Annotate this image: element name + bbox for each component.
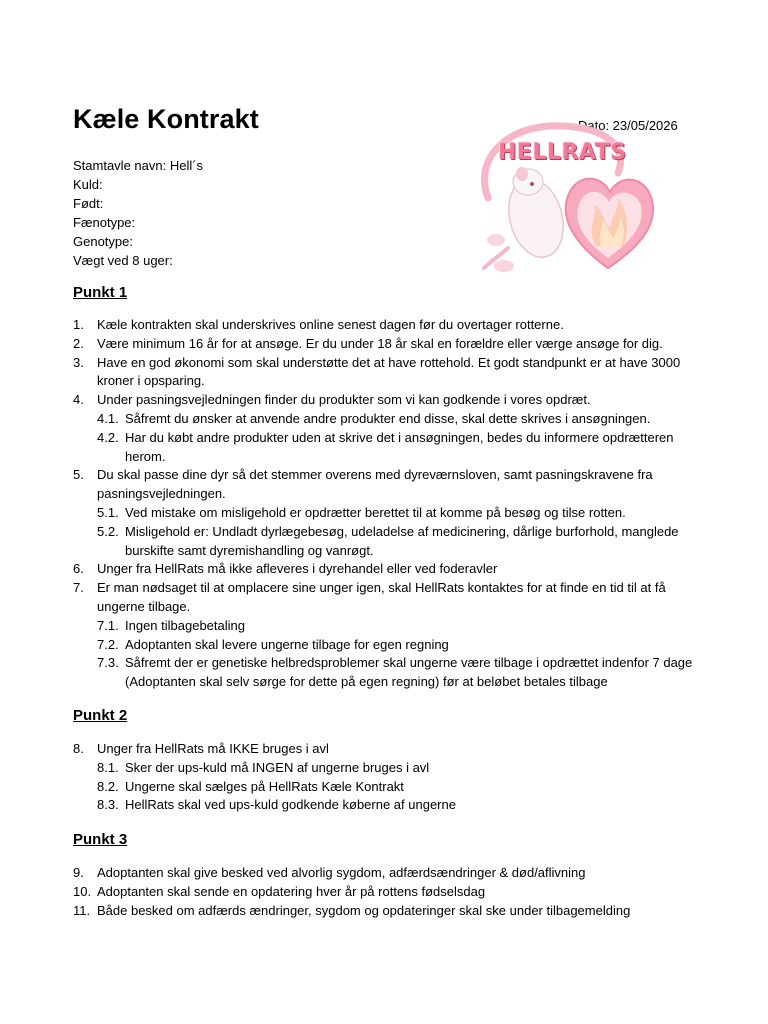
- item-text: Være minimum 16 år for at ansøge. Er du under 18 år skal en forældre eller værge ansøge for dig.: [97, 335, 663, 351]
- item-text: Ungerne skal sælges på HellRats Kæle Kontrakt: [125, 778, 404, 794]
- item-number: 5.1.: [97, 504, 119, 520]
- sub-list-item: [73, 778, 693, 797]
- item-text: Ved mistake om misligehold er opdrætter berettet til at komme på besøg og tilse rotten.: [125, 504, 626, 520]
- pedigree-genotype: Genotype:: [73, 234, 133, 249]
- item-text: Misligehold er: Undladt dyrlægebesøg, udeladelse af medicinering, dårlige burforhold, manglede burskifte samt dyremishandling og vanrøgt.: [125, 523, 679, 558]
- item-number: 9.: [73, 865, 84, 880]
- sub-list-item: [73, 617, 693, 636]
- sub-list-item: [73, 504, 693, 523]
- item-number: 4.1.: [97, 410, 119, 426]
- item-text: Under pasningsvejledningen finder du produkter som vi kan godkende i vores opdræt.: [97, 392, 591, 408]
- pedigree-block: [73, 156, 203, 270]
- item-number: 11.: [73, 902, 91, 918]
- item-number: 3.: [73, 354, 84, 370]
- item-text: Såfremt du ønsker at anvende andre produkter end disse, skal dette skrives i ansøgningen.: [125, 410, 651, 426]
- sub-list-item: [73, 410, 693, 429]
- item-text: Både besked om adfærds ændringer, sygdom og opdateringer skal ske under tilbagemelding: [97, 902, 631, 918]
- item-number: 1.: [73, 317, 84, 332]
- item-number: 5.2.: [97, 523, 119, 539]
- item-text: Adoptanten skal sende en opdatering hver år på rottens fødselsdag: [97, 883, 486, 899]
- item-text: Sker der ups-kuld må INGEN af ungerne bruges i avl: [125, 759, 430, 775]
- sub-list-item: [73, 759, 693, 778]
- item-number: 8.3.: [97, 797, 119, 813]
- item-number: 2.: [73, 335, 84, 351]
- logo-wordmark: HELLRATS: [498, 140, 627, 165]
- pedigree-fodt: Født:: [73, 196, 104, 211]
- list-item: [73, 902, 693, 921]
- item-text: Unger fra HellRats må IKKE bruges i avl: [97, 741, 329, 756]
- item-text: Unger fra HellRats må ikke afleveres i dyrehandel eller ved foderavler: [97, 561, 498, 577]
- document-date: Dato: 23/05/2026: [578, 118, 678, 133]
- item-number: 8.2.: [97, 778, 119, 794]
- pedigree-name: Stamtavle navn: Hell´s: [73, 158, 204, 173]
- item-text: Kæle kontrakten skal underskrives online senest dagen før du overtager rotterne.: [97, 317, 564, 332]
- list-item: [73, 864, 693, 883]
- section-heading: Punkt 1: [73, 284, 128, 301]
- item-text: Såfremt der er genetiske helbredsproblemer skal ungerne være tilbage i opdrættet indenfor 7 dage (Adoptanten skal selv sørge for dette på egen regning) før at beløbet betales tilbage: [125, 655, 693, 690]
- list-item: [73, 354, 693, 392]
- section-list: [73, 316, 693, 692]
- sub-list-item: [73, 636, 693, 655]
- list-item: [73, 335, 693, 354]
- document-title: Kæle Kontrakt: [73, 104, 259, 134]
- item-number: 5.: [73, 467, 84, 483]
- item-text: Har du købt andre produkter uden at skrive det i ansøgningen, bedes du informere opdrætteren herom.: [125, 429, 674, 464]
- sub-list-item: [73, 796, 693, 815]
- list-item: [73, 560, 693, 579]
- item-number: 4.: [73, 392, 84, 408]
- item-number: 10.: [73, 883, 92, 899]
- list-item: [73, 391, 693, 410]
- list-item: [73, 316, 693, 335]
- pedigree-vaegt: Vægt ved 8 uger:: [73, 253, 173, 268]
- section-heading: Punkt 3: [73, 831, 128, 848]
- pedigree-kuld: Kuld:: [73, 177, 103, 192]
- section-list: [73, 740, 693, 815]
- item-number: 8.: [73, 741, 84, 756]
- item-text: Ingen tilbagebetaling: [125, 617, 245, 633]
- sub-list-item: [73, 523, 693, 561]
- sub-list-item: [73, 654, 693, 692]
- item-text: Er man nødsaget til at omplacere sine unger igen, skal HellRats kontaktes for at finde en tid til at få ungerne tilbage.: [97, 580, 666, 614]
- list-item: [73, 883, 693, 902]
- pedigree-fanotype: Fænotype:: [73, 215, 136, 230]
- item-number: 4.2.: [97, 429, 119, 445]
- item-text: Adoptanten skal levere ungerne tilbage for egen regning: [125, 636, 449, 652]
- list-item: [73, 740, 693, 759]
- item-number: 7.2.: [97, 636, 119, 652]
- item-text: Adoptanten skal give besked ved alvorlig sygdom, adfærdsændringer & død/aflivning: [97, 865, 586, 880]
- item-number: 7.: [73, 580, 84, 596]
- list-item: [73, 466, 693, 504]
- item-text: Have en god økonomi som skal understøtte det at have rottehold. Et godt standpunkt er at have 3000 kroner i opsparing.: [97, 354, 681, 389]
- item-number: 8.1.: [97, 759, 119, 775]
- item-number: 6.: [73, 561, 84, 577]
- item-number: 7.3.: [97, 655, 119, 671]
- sub-list-item: [73, 429, 693, 467]
- section-list: [73, 864, 693, 920]
- item-text: HellRats skal ved ups-kuld godkende køberne af ungerne: [125, 797, 456, 813]
- list-item: [73, 579, 693, 617]
- item-number: 7.1.: [97, 617, 119, 633]
- section-heading: Punkt 2: [73, 707, 128, 724]
- hellrats-logo: [468, 118, 660, 276]
- item-text: Du skal passe dine dyr så det stemmer overens med dyreværnsloven, samt pasningskravene fra pasningsvejledningen.: [97, 467, 653, 502]
